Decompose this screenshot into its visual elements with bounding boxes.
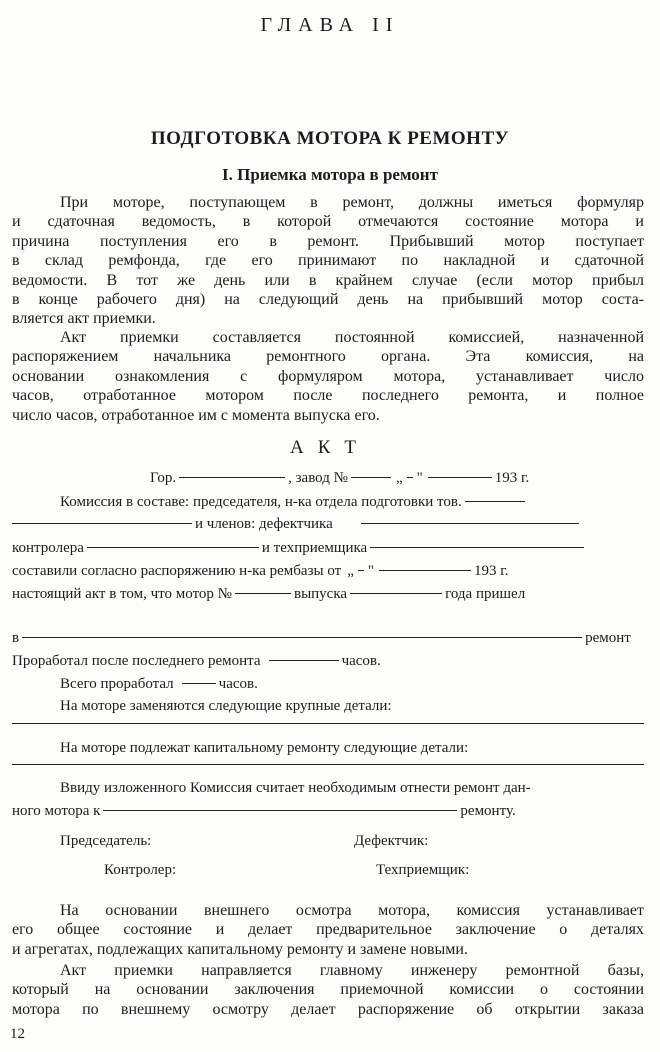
subsection-title: I. Приемка мотора в ремонт (222, 165, 438, 184)
chairman-blank (465, 501, 525, 502)
members-label: и членов: дефектчика (195, 516, 333, 532)
motor-number-blank (235, 593, 291, 594)
controller-label: контролера (12, 540, 84, 556)
form-line-motor (12, 586, 525, 603)
present-act-label: настоящий акт в том, что мотор № (12, 586, 232, 602)
controller-blank (87, 547, 259, 548)
text-line: распоряжением начальника ремонтного органа. Эта комиссия, на (12, 348, 644, 366)
defect-blank (361, 523, 579, 524)
text-line: При моторе, поступающем в ремонт, должны иметься формуляр (60, 194, 644, 211)
text-line: причина поступления его в ремонт. Прибывший мотор поступает (12, 232, 644, 250)
page-number: 12 (10, 1026, 25, 1042)
text-line: часов, отработанное мотором после последнего ремонта, и полное (12, 387, 644, 405)
text-line: вляется акт приемки. (12, 310, 156, 328)
paragraph-2 (12, 328, 644, 425)
section-title: ПОДГОТОВКА МОТОРА К РЕМОНТУ (150, 128, 510, 149)
receiver-blank (370, 547, 584, 548)
conclusion-repair-label: ремонту. (460, 803, 516, 819)
day-blank (407, 477, 413, 478)
total-worked-label: Всего проработал (60, 676, 174, 692)
replaced-parts-label: На моторе заменяются следующие крупные детали: (60, 698, 392, 714)
year-suffix: 193 г. (494, 470, 530, 486)
commission-label: Комиссия в составе: председателя, н-ка отдела подготовки тов. (60, 494, 462, 510)
receiver-label: и техприемщика (261, 540, 368, 556)
act-heading: АКТ (290, 437, 370, 458)
order-day-blank (358, 570, 364, 571)
chairman-signature: Председатель: (60, 833, 152, 849)
month-blank (428, 477, 492, 478)
form-line-composed: составили согласно распоряжению н-ка рембазы от „ " 193 г. (12, 563, 509, 579)
form-line-city: Гор. , завод № „ " 193 г. (150, 470, 530, 486)
form-line-worked-after (12, 653, 381, 670)
plant-label: , завод № (288, 470, 348, 486)
conclusion-end-label: ного мотора к (12, 803, 101, 819)
text-line: и сдаточная ведомость, в которой отмечаются состояние мотора и (12, 213, 644, 231)
city-blank (179, 477, 285, 478)
composed-label: составили согласно распоряжению н-ка рембазы от (12, 563, 342, 579)
repair-label: ремонт (585, 630, 631, 646)
text-line: На основании внешнего осмотра мотора, комиссия устанавливает (60, 902, 644, 919)
receiver-signature: Техприемщик: (376, 862, 470, 878)
form-line-repair (12, 630, 631, 647)
form-line-conclusion-end (12, 803, 516, 820)
text-line: Акт приемки направляется главному инженеру ремонтной базы, (60, 962, 644, 979)
form-line-total (60, 676, 258, 693)
repair-type-blank (22, 637, 582, 638)
hours-after-blank (269, 660, 339, 661)
chapter-heading: ГЛАВА II (260, 14, 400, 36)
hours-label-2: часов. (218, 676, 258, 692)
hours-total-blank (182, 683, 216, 684)
form-line-commission (60, 494, 528, 511)
form-line-capital (60, 740, 468, 757)
text-line: и агрегатах, подлежащих капитальному ремонту и замене новыми. (12, 940, 468, 958)
capital-parts-line (12, 764, 644, 765)
paragraph-3 (12, 901, 644, 959)
text-line: Акт приемки составляется постоянной комиссией, назначенной (60, 329, 644, 346)
year-suffix-2: 193 г. (474, 563, 509, 579)
form-line-replaced (60, 698, 392, 715)
paragraph-4 (12, 961, 644, 1019)
text-line: который на основании заключения приемочной комиссии о состоянии (12, 981, 644, 999)
replaced-parts-line (12, 723, 644, 724)
text-line: число часов, отработанное им с момента выпуска его. (12, 406, 380, 424)
hours-label: часов. (341, 653, 381, 669)
capital-parts-label: На моторе подлежат капитальному ремонту следующие детали: (60, 740, 469, 756)
text-line: мотора по внешнему осмотру делает распоряжение об открытии заказа (12, 1000, 644, 1018)
paragraph-1 (12, 193, 644, 329)
release-label: выпуска (293, 586, 348, 602)
text-line: в склад ремфонда, где его принимают по накладной и сдаточной (12, 252, 644, 270)
arrived-label: года пришел (445, 586, 526, 602)
worked-after-label: Проработал после последнего ремонта (12, 653, 261, 669)
chairman-name-blank (12, 523, 192, 524)
defect-signature: Дефектчик: (354, 833, 429, 849)
text-line: в конце рабочего дня) на следующий день на прибывший мотор соста- (12, 291, 644, 309)
city-label: Гор. (150, 470, 177, 486)
controller-signature: Контролер: (104, 862, 177, 878)
repair-category-blank (103, 810, 457, 811)
release-year-blank (350, 593, 442, 594)
plant-number-blank (351, 477, 391, 478)
form-line-controller (12, 540, 587, 557)
text-line: его общее состояние и делает предварительное заключение о деталях (12, 921, 644, 939)
v-label: в (12, 630, 20, 646)
form-line-members (12, 516, 582, 533)
text-line: основании ознакомления с формуляром мотора, устанавливает число (12, 367, 644, 385)
order-month-blank (379, 570, 471, 571)
text-line: ведомости. В тот же день или в крайнем случае (если мотор прибыл (12, 271, 644, 289)
conclusion-label: Ввиду изложенного Комиссия считает необходимым отнести ремонт дан- (60, 780, 531, 796)
form-line-conclusion (60, 780, 531, 797)
